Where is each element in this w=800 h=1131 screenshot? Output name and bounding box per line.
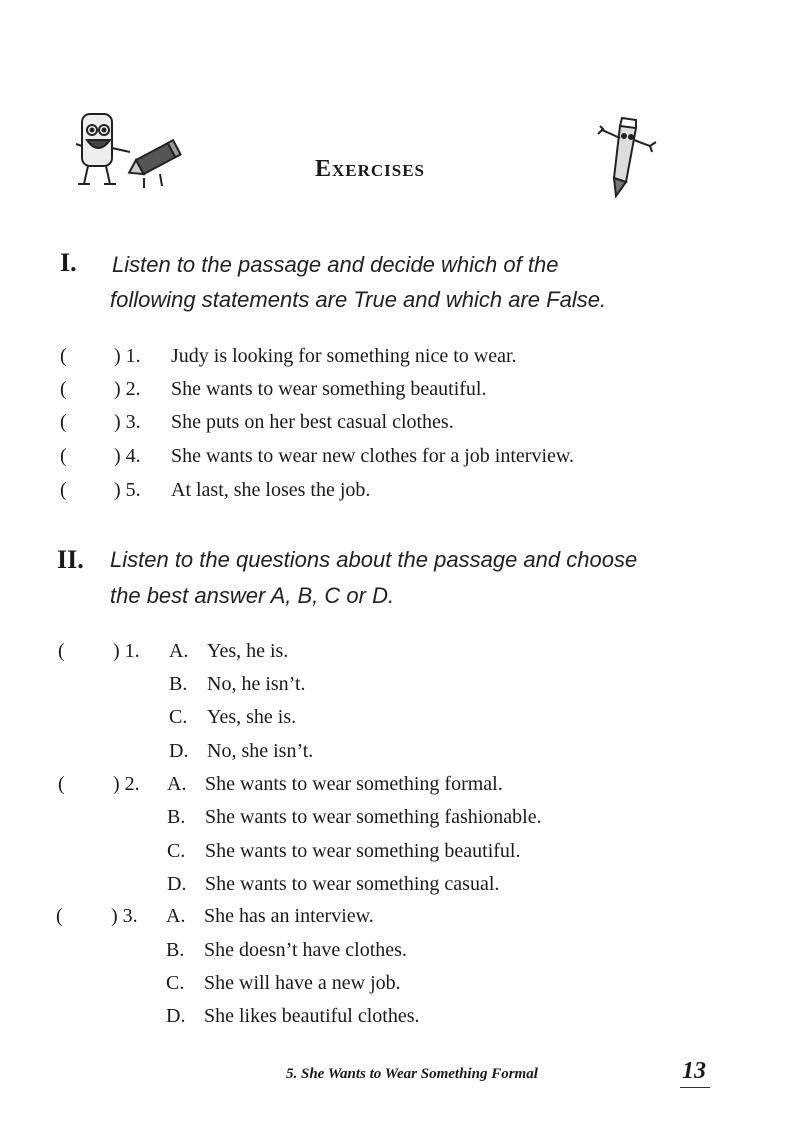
option-text: Yes, he is.	[207, 640, 289, 662]
answer-blank-open-paren: (	[56, 905, 63, 927]
pencil-character-icon	[596, 112, 662, 198]
footer-chapter-title: 5. She Wants to Wear Something Formal	[286, 1066, 538, 1082]
option-text: She wants to wear something formal.	[205, 773, 503, 795]
option-letter: A.	[166, 905, 186, 927]
statement-number: ) 5.	[114, 479, 141, 501]
option-text: She wants to wear something fashionable.	[205, 806, 542, 828]
section-2-instruction-line-2: the best answer A, B, C or D.	[110, 583, 395, 608]
statement-text: She puts on her best casual clothes.	[171, 411, 454, 433]
option-letter: A.	[167, 773, 187, 795]
option-letter: A.	[169, 640, 189, 662]
statement-text: She wants to wear new clothes for a job interview.	[171, 445, 575, 467]
question-number: ) 2.	[113, 773, 140, 795]
answer-blank-open-paren: (	[58, 640, 65, 662]
option-text: She likes beautiful clothes.	[204, 1005, 420, 1027]
option-text: She will have a new job.	[204, 972, 401, 994]
question-number: ) 3.	[111, 905, 138, 927]
option-letter: B.	[169, 673, 188, 695]
option-text: No, he isn’t.	[207, 673, 306, 695]
answer-blank-open-paren: (	[60, 479, 67, 501]
statement-text: Judy is looking for something nice to wear.	[171, 345, 517, 367]
question-number: ) 1.	[113, 640, 140, 662]
answer-blank-open-paren: (	[60, 445, 67, 467]
section-1-instruction-line-1: Listen to the passage and decide which of the	[112, 252, 559, 277]
option-text: Yes, she is.	[207, 706, 297, 728]
answer-blank-open-paren: (	[58, 773, 65, 795]
statement-number: ) 1.	[114, 345, 141, 367]
answer-blank-open-paren: (	[60, 378, 67, 400]
option-letter: D.	[166, 1005, 186, 1027]
page-title: Exercises	[314, 156, 426, 182]
answer-blank-open-paren: (	[60, 411, 67, 433]
page-number: 13	[680, 1058, 710, 1088]
option-letter: D.	[167, 873, 187, 895]
section-1-number: I.	[60, 248, 77, 277]
statement-text: She wants to wear something beautiful.	[171, 378, 487, 400]
option-letter: C.	[167, 840, 186, 862]
option-text: She wants to wear something casual.	[205, 873, 500, 895]
statement-text: At last, she loses the job.	[171, 479, 371, 501]
option-text: She has an interview.	[204, 905, 374, 927]
section-2-instruction-line-1: Listen to the questions about the passage and choose	[110, 547, 638, 572]
section-2-number: II.	[57, 545, 84, 574]
option-letter: B.	[166, 939, 185, 961]
option-text: She doesn’t have clothes.	[204, 939, 407, 961]
statement-number: ) 4.	[114, 445, 141, 467]
option-letter: B.	[167, 806, 186, 828]
section-1-instruction-line-2: following statements are True and which are False.	[110, 287, 607, 312]
option-text: She wants to wear something beautiful.	[205, 840, 521, 862]
option-letter: C.	[166, 972, 185, 994]
answer-blank-open-paren: (	[60, 345, 67, 367]
option-letter: D.	[169, 740, 189, 762]
statement-number: ) 2.	[114, 378, 141, 400]
option-text: No, she isn’t.	[207, 740, 314, 762]
statement-number: ) 3.	[114, 411, 141, 433]
option-letter: C.	[169, 706, 188, 728]
